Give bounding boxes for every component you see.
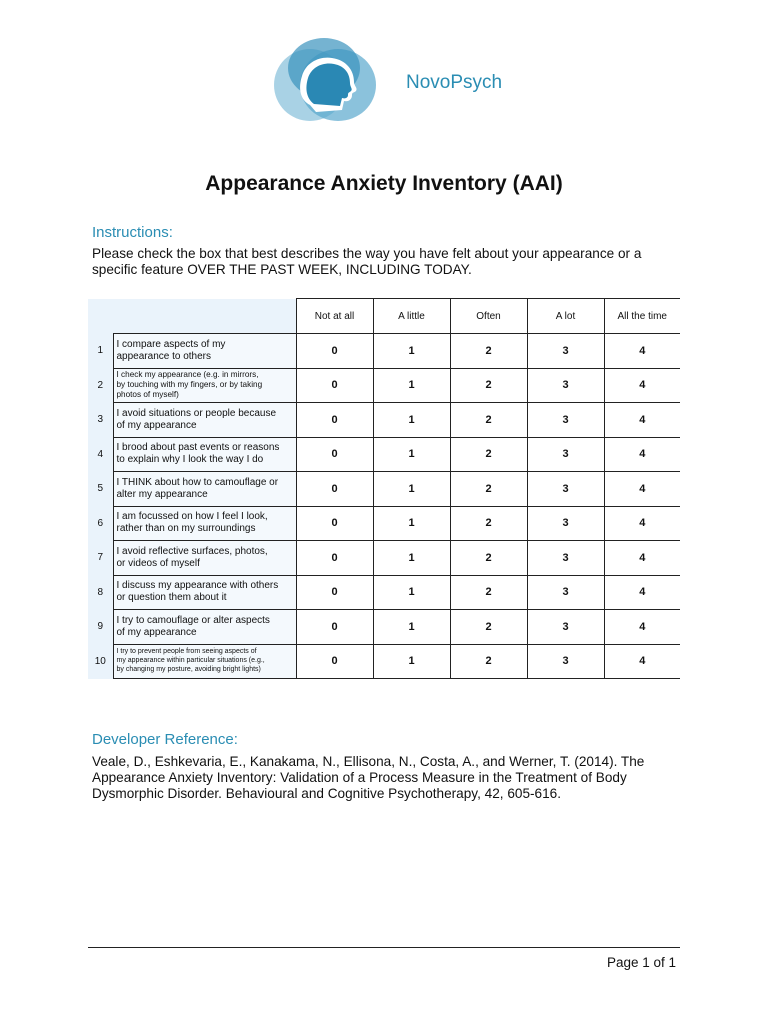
item-number: 5 [88,472,113,507]
table-row [88,368,680,403]
item-line: I brood about past events or reasons [116,442,280,454]
score-option[interactable]: 2 [450,575,527,610]
item-line: rather than on my surroundings [116,523,256,535]
item-text [113,575,296,610]
score-option[interactable]: 2 [450,506,527,541]
item-text [113,403,296,438]
item-line: alter my appearance [116,488,208,500]
column-header: A lot [527,299,604,334]
instructions-line: Please check the box that best describes the way you have felt about your appearance or a [92,246,642,261]
table-row [88,334,680,369]
head-logo-icon [270,30,390,130]
score-option[interactable]: 4 [604,610,680,645]
score-option[interactable]: 1 [373,437,450,472]
score-option[interactable]: 3 [527,472,604,507]
reference-line: Appearance Anxiety Inventory: Validation of a Process Measure in the Treatment of Body [92,770,627,785]
footer-divider [88,947,680,948]
score-option[interactable]: 0 [296,334,373,369]
score-option[interactable]: 0 [296,541,373,576]
instructions-text [92,246,692,278]
score-option[interactable]: 1 [373,472,450,507]
score-option[interactable]: 0 [296,644,373,679]
item-text [113,437,296,472]
score-option[interactable]: 3 [527,437,604,472]
item-text [113,610,296,645]
item-line: my appearance within particular situations (e.g., [116,656,265,664]
reference-heading: Developer Reference: [92,731,238,748]
score-option[interactable]: 0 [296,506,373,541]
score-option[interactable]: 1 [373,575,450,610]
score-option[interactable]: 4 [604,541,680,576]
score-option[interactable]: 4 [604,403,680,438]
score-option[interactable]: 1 [373,610,450,645]
item-line: I check my appearance (e.g. in mirrors, [116,370,259,380]
aai-table [88,298,680,679]
novopsych-logo [270,30,390,130]
score-option[interactable]: 3 [527,368,604,403]
table-row [88,541,680,576]
score-option[interactable]: 1 [373,506,450,541]
score-option[interactable]: 3 [527,610,604,645]
instructions-line: specific feature OVER THE PAST WEEK, INCLUDING TODAY. [92,262,472,277]
item-text [113,368,296,403]
item-number: 3 [88,403,113,438]
score-option[interactable]: 0 [296,368,373,403]
score-option[interactable]: 2 [450,368,527,403]
column-header: A little [373,299,450,334]
item-number: 1 [88,334,113,369]
item-line: to explain why I look the way I do [116,454,264,466]
item-text [113,334,296,369]
score-option[interactable]: 1 [373,644,450,679]
table-row [88,403,680,438]
score-option[interactable]: 2 [450,644,527,679]
item-number: 9 [88,610,113,645]
corner-cell [88,299,113,334]
item-number: 4 [88,437,113,472]
score-option[interactable]: 1 [373,368,450,403]
score-option[interactable]: 0 [296,437,373,472]
score-option[interactable]: 4 [604,472,680,507]
item-line: I am focussed on how I feel I look, [116,511,268,523]
table-row [88,506,680,541]
item-number: 2 [88,368,113,403]
table-row [88,472,680,507]
score-option[interactable]: 3 [527,644,604,679]
item-line: by changing my posture, avoiding bright lights) [116,665,261,673]
score-option[interactable]: 0 [296,472,373,507]
item-line: appearance to others [116,350,212,362]
reference-line: Dysmorphic Disorder. Behavioural and Cognitive Psychotherapy, 42, 605-616. [92,786,561,801]
score-option[interactable]: 2 [450,541,527,576]
item-line: I THINK about how to camouflage or [116,476,279,488]
item-line: or question them about it [116,592,227,604]
table-row [88,437,680,472]
item-number: 6 [88,506,113,541]
score-option[interactable]: 4 [604,575,680,610]
item-line: or videos of myself [116,557,200,569]
score-option[interactable]: 1 [373,334,450,369]
score-option[interactable]: 4 [604,506,680,541]
page-number: Page 1 of 1 [606,955,676,970]
score-option[interactable]: 0 [296,403,373,438]
corner-cell [113,299,296,334]
table-row [88,644,680,679]
item-text [113,644,296,679]
item-line: I try to camouflage or alter aspects [116,614,270,626]
table-row [88,610,680,645]
score-option[interactable]: 3 [527,403,604,438]
instructions-heading: Instructions: [92,224,173,241]
score-option[interactable]: 4 [604,368,680,403]
item-number: 8 [88,575,113,610]
reference-line: Veale, D., Eshkevaria, E., Kanakama, N., Ellisona, N., Costa, A., and Werner, T. (2014). The [92,754,645,769]
score-option[interactable]: 2 [450,437,527,472]
item-line: I compare aspects of my [116,338,226,350]
score-option[interactable]: 2 [450,403,527,438]
score-option[interactable]: 1 [373,541,450,576]
item-line: I avoid situations or people because [116,407,277,419]
score-option[interactable]: 0 [296,575,373,610]
item-line: I avoid reflective surfaces, photos, [116,545,268,557]
item-number: 7 [88,541,113,576]
item-text [113,506,296,541]
item-text [113,472,296,507]
reference-text [92,754,702,802]
column-header: All the time [604,299,680,334]
item-number: 10 [88,644,113,679]
score-option[interactable]: 2 [450,610,527,645]
column-header: Often [450,299,527,334]
item-line: of my appearance [116,626,197,638]
column-header: Not at all [296,299,373,334]
item-line: I discuss my appearance with others [116,580,279,592]
score-option[interactable]: 2 [450,472,527,507]
score-option[interactable]: 1 [373,403,450,438]
score-option[interactable]: 4 [604,644,680,679]
score-option[interactable]: 3 [527,334,604,369]
score-option[interactable]: 4 [604,334,680,369]
score-option[interactable]: 3 [527,575,604,610]
item-line: of my appearance [116,419,197,431]
score-option[interactable]: 0 [296,610,373,645]
score-option[interactable]: 3 [527,506,604,541]
brand-name: NovoPsych [406,72,503,93]
page-title: Appearance Anxiety Inventory (AAI) [205,172,563,195]
item-line: I try to prevent people from seeing aspects of [116,648,257,656]
score-option[interactable]: 3 [527,541,604,576]
score-option[interactable]: 4 [604,437,680,472]
item-line: photos of myself) [116,390,179,400]
item-text [113,541,296,576]
table-row [88,575,680,610]
item-line: by touching with my fingers, or by taking [116,380,263,390]
header-row [88,299,680,334]
score-option[interactable]: 2 [450,334,527,369]
